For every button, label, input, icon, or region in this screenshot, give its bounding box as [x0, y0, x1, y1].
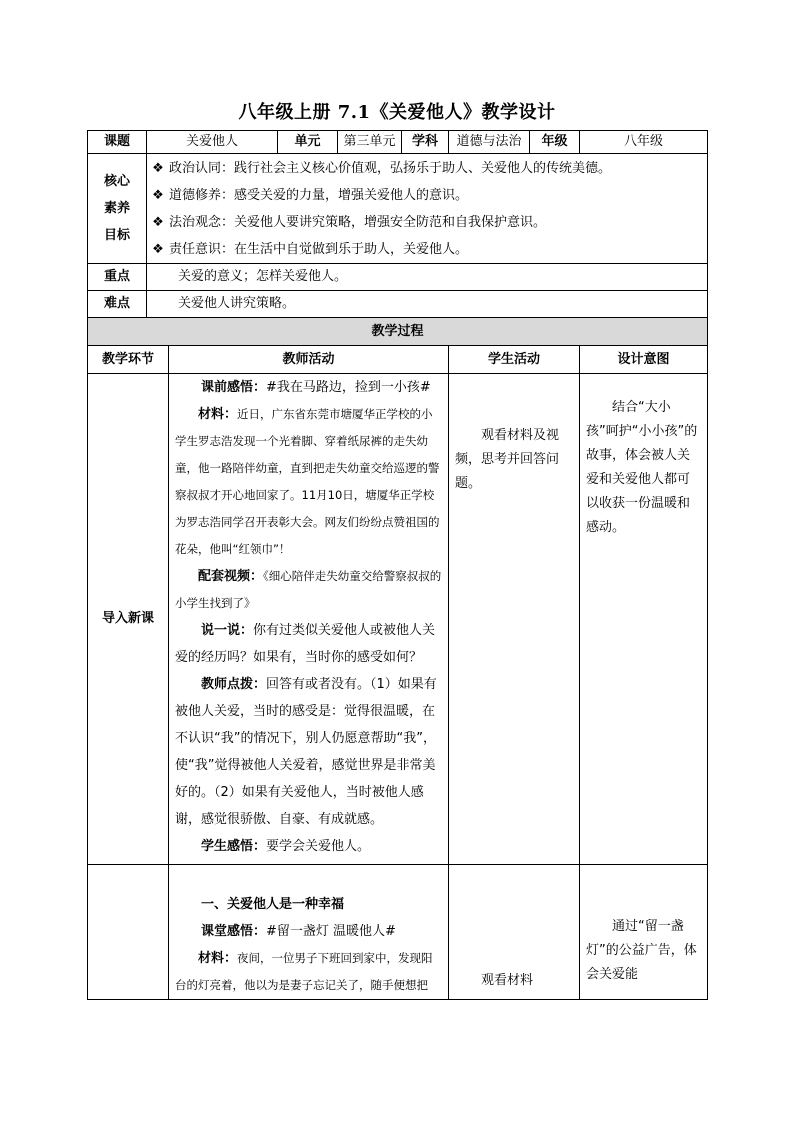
difficulty-label: 难点 [88, 291, 147, 318]
grade-label: 年级 [530, 131, 580, 154]
stage-section1 [88, 865, 169, 1000]
unit-value: 第三单元 [338, 131, 402, 154]
diamond-bullet-icon: ❖ [152, 214, 164, 230]
diamond-bullet-icon: ❖ [152, 160, 164, 176]
col-student: 学生活动 [449, 346, 580, 374]
intro-teacher-activity: 课前感悟：#我在马路边，捡到一小孩# 材料：近日，广东省东莞市塘厦华正学校的小学生罗志浩发现一个光着脚、穿着纸尿裤的走失幼童，他一路陪伴幼童，直到把走失幼童交给巡逻的警察叔叔才开心地回家了。11月10日，塘厦华正学校为罗志浩同学召开表彰大会。网友们纷纷点赞祖国的花朵，他叫“红领巾”！ 配套视频：《细心陪伴走失幼童交给警察叔叔的小学生找到了》 说一说：你有过类似关爱他人或被他人关爱的经历吗？如果有，当时你的感受如何？ 教师点拨：回答有或者没有。（1）如果有被他人关爱，当时的感受是：觉得很温暖，在不认识“我”的情况下，别人仍愿意帮助“我”，使“我”觉得被他人关爱着，感觉世界是非常美好的。（2）如果有关爱他人，当时被他人感谢，感觉很骄傲、自豪、有成就感。 学生感悟：要学会关爱他人。 [169, 374, 449, 865]
subject-value: 道德与法治 [449, 131, 530, 154]
col-teacher: 教师活动 [169, 346, 449, 374]
difficulty-value: 关爱他人讲究策略。 [147, 291, 708, 318]
unit-label: 单元 [278, 131, 338, 154]
lesson-plan-table [87, 130, 707, 1000]
section1-teacher-activity: 一、关爱他人是一种幸福 课堂感悟：#留一盏灯 温暖他人# 材料：夜间，一位男子下班回到家中，发现阳台的灯亮着，他以为是妻子忘记关了，随手便想把 [169, 865, 449, 1000]
core-goals-list [147, 154, 708, 264]
section1-design-intent: 通过“留一盏灯”的公益广告，体会关爱能 [580, 865, 708, 1000]
intro-student-activity: 观看材料及视频，思考并回答问题。 [449, 374, 580, 865]
intro-design-intent: 结合“大小孩”呵护“小小孩”的故事，体会被人关爱和关爱他人都可以收获一份温暖和感动。 [580, 374, 708, 865]
diamond-bullet-icon: ❖ [152, 241, 164, 257]
process-heading: 教学过程 [88, 318, 708, 346]
col-stage: 教学环节 [88, 346, 169, 374]
col-intent: 设计意图 [580, 346, 708, 374]
goal-item: ❖ 政治认同：践行社会主义核心价值观，弘扬乐于助人、关爱他人的传统美德。 [147, 155, 707, 182]
stage-intro: 导入新课 [88, 374, 169, 865]
goal-item: ❖ 法治观念：关爱他人要讲究策略，增强安全防范和自我保护意识。 [147, 209, 707, 236]
goal-item: ❖ 责任意识：在生活中自觉做到乐于助人，关爱他人。 [147, 236, 707, 263]
subject-label: 学科 [402, 131, 449, 154]
topic-label: 课题 [88, 131, 147, 154]
key-point-value: 关爱的意义；怎样关爱他人。 [147, 264, 708, 291]
grade-value: 八年级 [580, 131, 708, 154]
key-point-label: 重点 [88, 264, 147, 291]
topic-value: 关爱他人 [147, 131, 278, 154]
core-goals-label: 核心 素养 目标 [88, 154, 147, 264]
section1-student-activity: 观看材料 [449, 865, 580, 1000]
goal-item: ❖ 道德修养：感受关爱的力量，增强关爱他人的意识。 [147, 182, 707, 209]
page-title: 八年级上册 7.1《关爱他人》教学设计 [238, 102, 556, 123]
diamond-bullet-icon: ❖ [152, 187, 164, 203]
